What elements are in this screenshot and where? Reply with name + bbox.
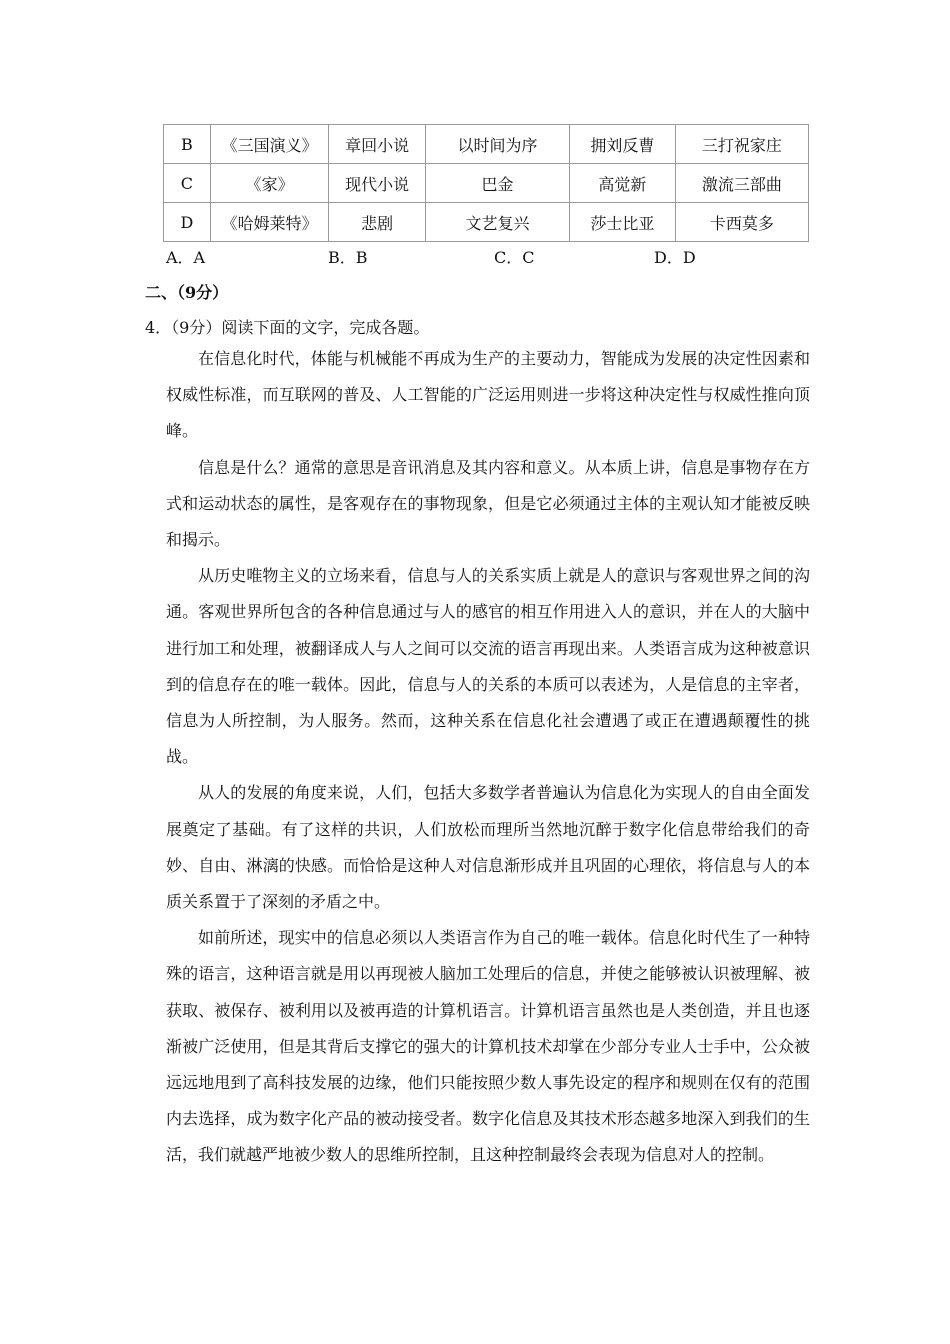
choice-c: C．C <box>494 248 535 267</box>
section-title: 二、（9分） <box>145 283 229 302</box>
table-cell: 《家》 <box>210 164 329 203</box>
table-cell: B <box>164 125 211 164</box>
table-cell: 激流三部曲 <box>675 164 808 203</box>
table-cell: 《三国演义》 <box>210 125 329 164</box>
answer-choices <box>0 245 950 267</box>
table-row <box>164 125 809 164</box>
table-cell: 现代小说 <box>329 164 426 203</box>
reading-passage <box>166 341 810 1174</box>
choice-a: A．A <box>166 248 206 267</box>
table-cell: 巴金 <box>425 164 569 203</box>
table-cell: 三打祝家庄 <box>675 125 808 164</box>
table-row <box>164 164 809 203</box>
options-table <box>163 124 809 242</box>
table-cell: C <box>164 164 211 203</box>
table-cell: 卡西莫多 <box>675 203 808 242</box>
table-cell: 莎士比亚 <box>570 203 675 242</box>
paragraph: 信息是什么？通常的意思是音讯消息及其内容和意义。从本质上讲，信息是事物存在方式和运动状态的属性，是客观存在的事物现象，但是它必须通过主体的主观认知才能被反映和揭示。 <box>166 457 810 550</box>
table-cell: 章回小说 <box>329 125 426 164</box>
question-header: 4．（9分）阅读下面的文字，完成各题。 <box>145 318 430 337</box>
paragraph: 从人的发展的角度来说，人们，包括大多数学者普遍认为信息化为实现人的自由全面发展奠定了基础。有了这样的共识，人们放松而理所当然地沉醉于数字化信息带给我们的奇妙、自由、淋漓的快感。而恰恰是这种人对信息渐形成并且巩固的心理依，将信息与人的本质关系置于了深刻的矛盾之中。 <box>166 783 810 912</box>
paragraph: 如前所述，现实中的信息必须以人类语言作为自己的唯一载体。信息化时代生了一种特殊的语言，这种语言就是用以再现被人脑加工处理后的信息，并使之能够被认识被理解、被获取、被保存、被利用以及被再造的计算机语言。计算机语言虽然也是人类创造，并且也逐渐被广泛使用，但是其背后支撑它的强大的计算机技术却掌在少部分专业人士手中，公众被远远地甩到了高科技发展的边缘，他们只能按照少数人事先设定的程序和规则在仅有的范围内去选择，成为数字化产品的被动接受者。数字化信息及其技术形态越多地深入到我们的生活，我们就越严地被少数人的思维所控制，且这种控制最终会表现为信息对人的控制。 <box>166 928 810 1165</box>
table-cell: 以时间为序 <box>425 125 569 164</box>
table-cell: D <box>164 203 211 242</box>
table-cell: 高觉新 <box>570 164 675 203</box>
table-cell: 《哈姆莱特》 <box>210 203 329 242</box>
choice-b: B．B <box>328 248 368 267</box>
table-cell: 文艺复兴 <box>425 203 569 242</box>
paragraph: 从历史唯物主义的立场来看，信息与人的关系实质上就是人的意识与客观世界之间的沟通。客观世界所包含的各种信息通过与人的感官的相互作用进入人的意识，并在人的大脑中进行加工和处理，被翻译成人与人之间可以交流的语言再现出来。人类语言成为这种被意识到的信息存在的唯一载体。因此，信息与人的关系的本质可以表述为，人是信息的主宰者，信息为人所控制，为人服务。然而，这种关系在信息化社会遭遇了或正在遭遇颠覆性的挑战。 <box>166 566 810 767</box>
choice-d: D．D <box>654 248 696 267</box>
paragraph: 在信息化时代，体能与机械能不再成为生产的主要动力，智能成为发展的决定性因素和权威性标准，而互联网的普及、人工智能的广泛运用则进一步将这种决定性与权威性推向顶峰。 <box>166 349 810 441</box>
table-cell: 拥刘反曹 <box>570 125 675 164</box>
table-cell: 悲剧 <box>329 203 426 242</box>
table-row <box>164 203 809 242</box>
